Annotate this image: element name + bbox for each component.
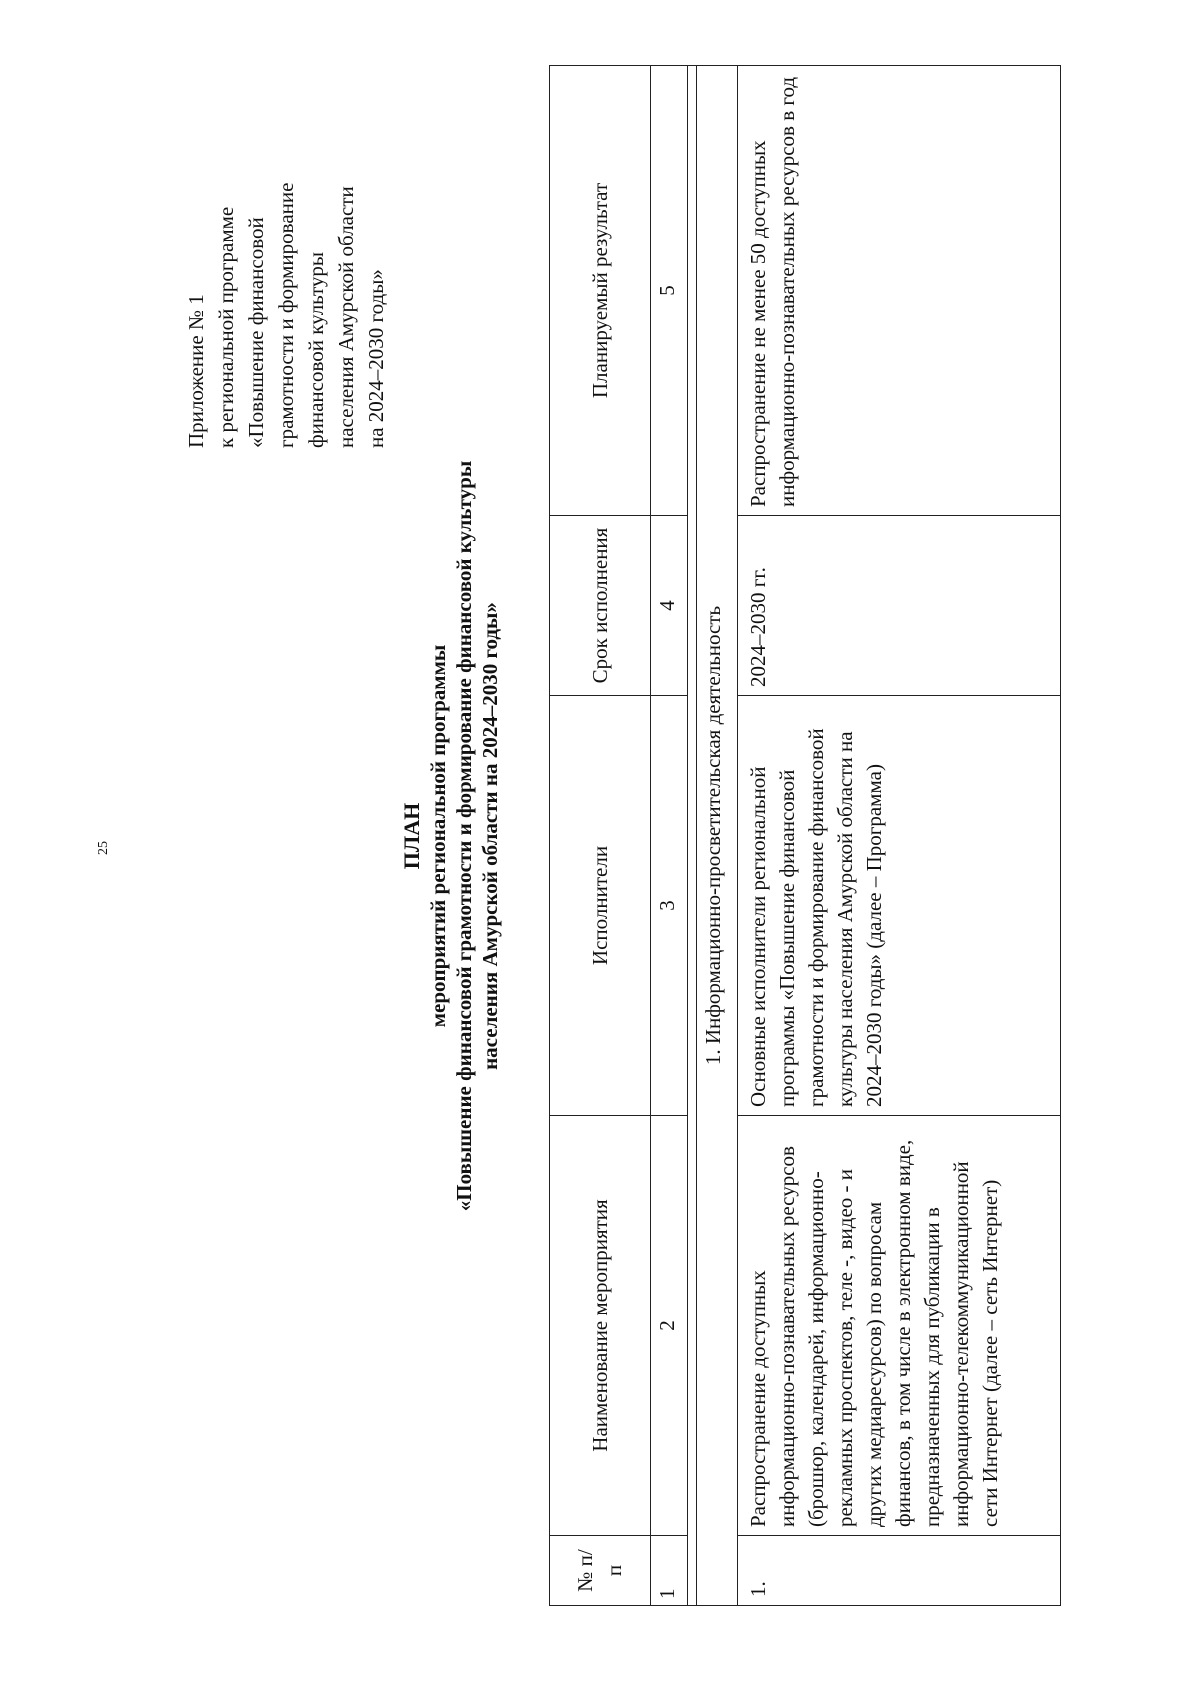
row-name: Распространение доступных информационно-познавательных ресурсов (брошюр, календарей, информационно-рекламных проспектов, теле -, видео - и других медиаресурсов) по вопросам финансов, в том числе в электронном виде, предназначенных для публикации в информационно-телекоммуникационной сети Интернет (далее – сеть Интернет) [738,1116,1061,1536]
appendix-note [181,28,391,448]
row-number: 1. [738,1536,1061,1606]
table-header-row [550,66,651,1606]
appendix-line: на 2024–2030 годы» [364,269,388,448]
column-number: 5 [651,66,688,516]
header-cell-deadline: Срок исполнения [550,516,651,696]
column-number: 2 [651,1116,688,1536]
row-deadline: 2024–2030 гг. [738,516,1061,696]
plan-table [549,65,1061,1606]
header-cell-number: № п/п [550,1536,651,1606]
appendix-line: к региональной программе [214,206,238,448]
section-row [697,66,738,1606]
appendix-line: населения Амурской области [334,186,358,448]
appendix-line: Приложение № 1 [184,294,208,448]
page-number: 25 [96,841,111,855]
column-number: 4 [651,516,688,696]
column-number-row [651,66,688,1606]
row-result: Распространение не менее 50 доступных информационно-познавательных ресурсов в год [738,66,1061,516]
document-sheet [149,46,1129,1626]
header-cell-executors: Исполнители [550,696,651,1116]
spacer-cell [688,66,697,1606]
appendix-line: грамотности и формирование [274,182,298,448]
spacer-row [688,66,697,1606]
appendix-line: финансовой культуры [304,252,328,448]
plan-subtitle-line: «Повышение финансовой грамотности и формирование финансовой культуры [452,460,476,1212]
header-cell-name: Наименование мероприятия [550,1116,651,1536]
table-row [738,66,1061,1606]
plan-heading: ПЛАН [399,802,424,870]
section-heading: 1. Информационно-просветительская деятельность [697,66,738,1606]
column-number: 1 [651,1536,688,1606]
row-executors: Основные исполнители региональной программы «Повышение финансовой грамотности и формирование финансовой культуры населения Амурской области на 2024–2030 годы» (далее – Программа) [738,696,1061,1116]
plan-subtitle-line: населения Амурской области на 2024–2030 годы» [478,602,502,1070]
plan-title [399,46,503,1626]
appendix-line: «Повышение финансовой [244,217,268,448]
header-cell-result: Планируемый результат [550,66,651,516]
column-number: 3 [651,696,688,1116]
plan-subtitle-line: мероприятий региональной программы [426,644,450,1028]
